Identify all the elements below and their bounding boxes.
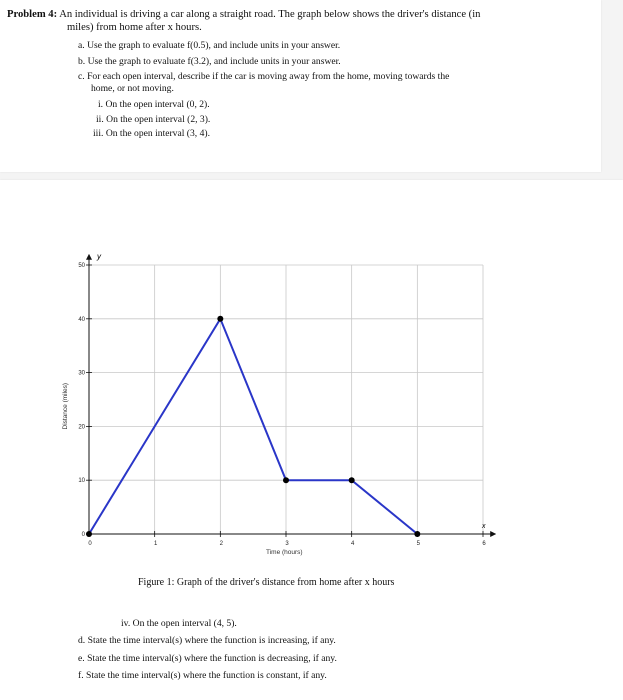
x-tick-label: 2 [219,541,224,547]
problem-intro [7,8,587,21]
problem-label: Problem 4: [7,9,58,20]
subquestion-iii-marker: iii. [93,128,104,139]
question-f-text: State the time interval(s) where the function is constant, if any. [86,670,327,681]
question-c-text-cont: home, or not moving. [91,83,174,94]
question-b [78,56,341,68]
x-tick-label: 5 [416,541,421,547]
question-a-marker: a. [78,40,85,51]
question-a [78,40,340,52]
subquestion-iv [121,618,237,630]
distance-chart [0,180,623,600]
question-c-text: For each open interval, describe if the car is moving away from the home, moving towards the [87,71,450,82]
subquestion-i [98,99,210,111]
question-d-text: State the time interval(s) where the function is increasing, if any. [87,635,336,646]
question-a-text: Use the graph to evaluate f(0.5), and include units in your answer. [87,40,341,51]
question-f [78,670,327,682]
y-tick-label: 0 [81,532,85,538]
question-b-text: Use the graph to evaluate f(3.2), and include units in your answer. [87,56,341,67]
subquestion-iv-text: On the open interval (4, 5). [132,618,237,629]
question-c-marker: c. [78,71,85,82]
y-axis-label: Distance (miles) [62,382,69,430]
subquestion-iv-marker: iv. [121,618,131,629]
x-axis-name: x [482,523,486,530]
data-point [414,531,420,537]
x-tick-label: 6 [482,541,486,547]
subquestion-i-text: On the open interval (0, 2). [105,99,210,110]
data-point [349,477,355,483]
question-c-continued [91,83,174,95]
x-tick-label: 4 [350,541,355,547]
y-tick-label: 10 [78,478,85,485]
question-d-marker: d. [78,635,86,646]
y-tick-label: 20 [78,424,85,431]
question-c [78,71,449,83]
problem-intro-line2: miles) from home after x hours. [67,22,202,33]
question-f-marker: f. [78,670,84,681]
x-tick-label: 3 [285,541,289,547]
subquestion-iii [93,128,210,140]
data-point [86,531,92,537]
chart-axes [89,255,495,534]
y-axis-name: y [97,252,101,261]
subquestion-ii [96,114,210,126]
chart-ticks [78,263,486,547]
y-tick-label: 50 [78,263,85,269]
subquestion-ii-marker: ii. [96,114,104,125]
problem-intro-line1: An individual is driving a car along a straight road. The graph below shows the driver's distance (in [59,9,481,20]
figure-caption: Figure 1: Graph of the driver's distance from home after x hours [138,577,395,588]
data-point [283,477,289,483]
subquestion-iii-text: On the open interval (3, 4). [105,128,210,139]
question-e [78,653,337,665]
question-b-marker: b. [78,56,86,67]
x-axis-label: Time (hours) [266,549,303,556]
data-point [217,316,223,322]
figure-card [0,180,623,700]
question-d [78,635,336,647]
chart-grid [89,265,483,534]
subquestion-ii-text: On the open interval (2, 3). [106,114,211,125]
x-tick-label: 0 [88,541,92,547]
y-tick-label: 40 [78,316,85,323]
x-tick-label: 1 [153,541,158,547]
question-e-marker: e. [78,653,85,664]
y-tick-label: 30 [78,370,85,377]
question-e-text: State the time interval(s) where the function is decreasing, if any. [87,653,337,664]
subquestion-i-marker: i. [98,99,104,110]
problem-card [0,0,601,172]
